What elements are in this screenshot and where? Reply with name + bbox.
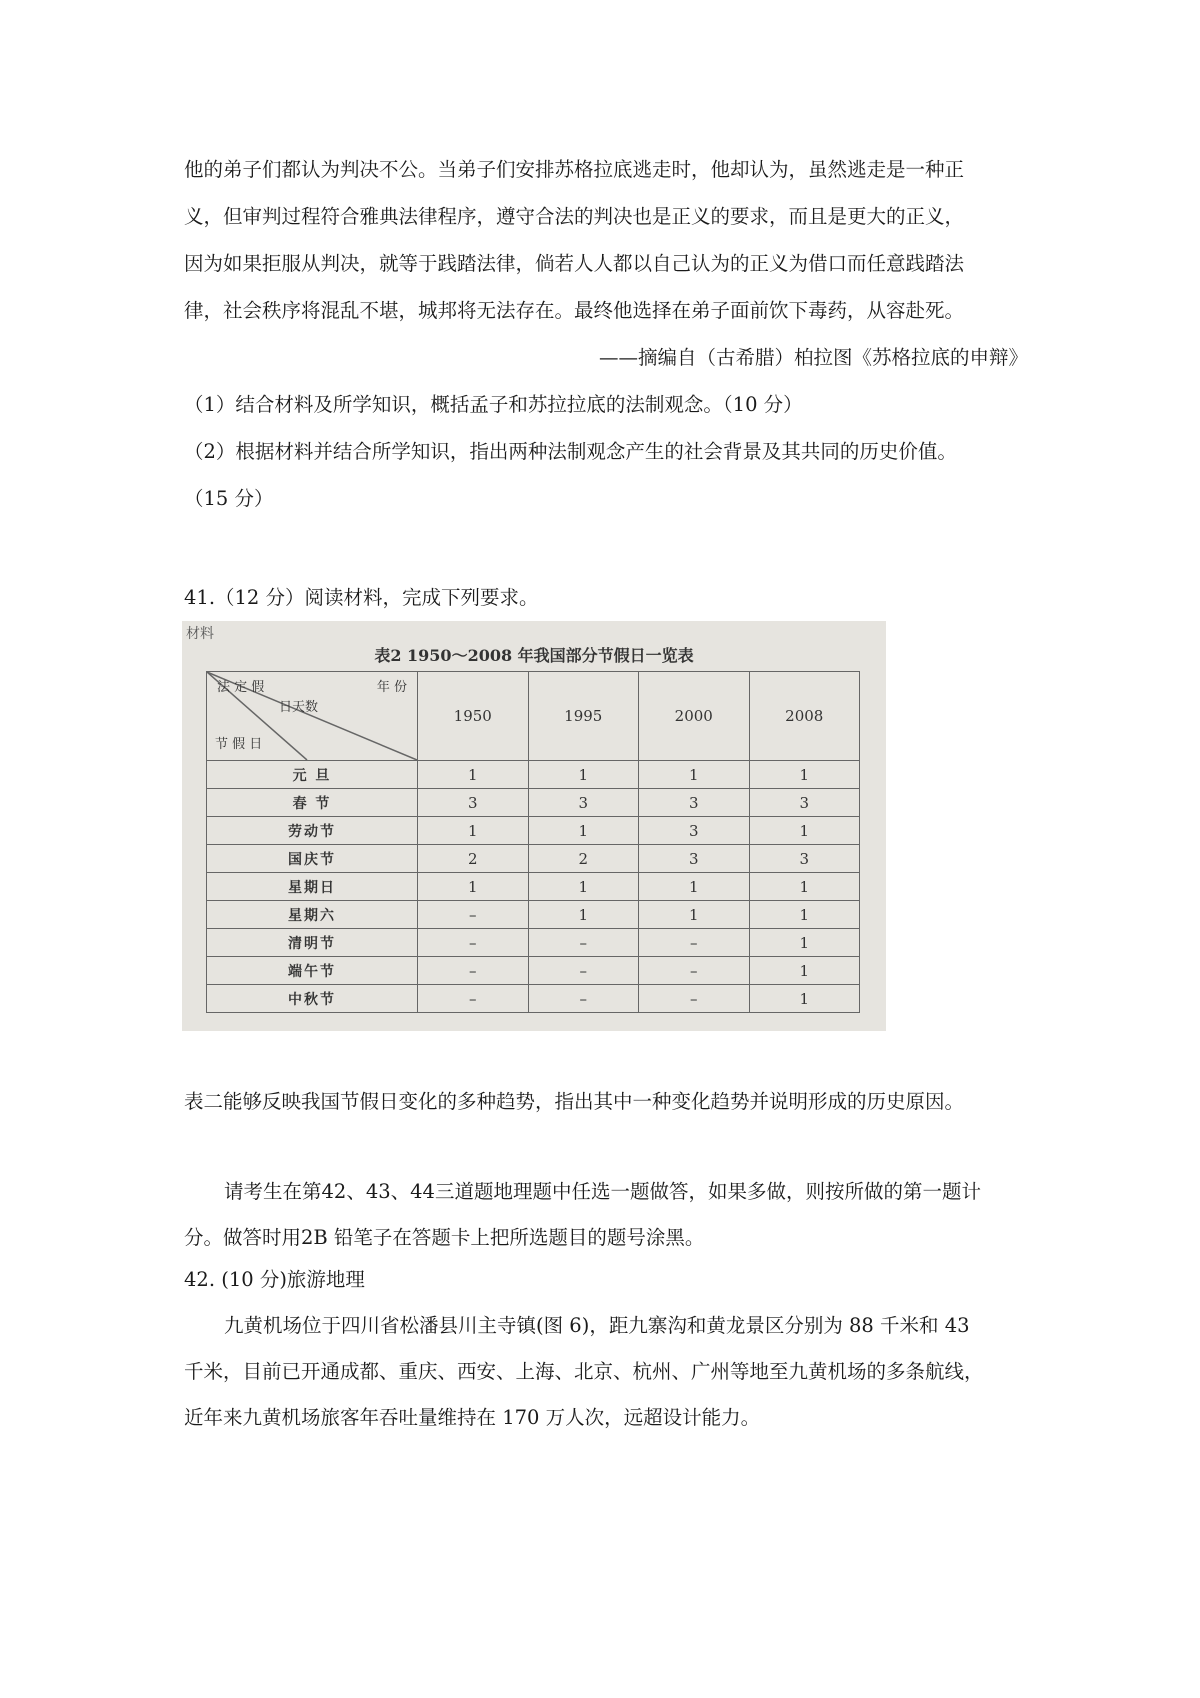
days-value-cell: – [528, 985, 639, 1013]
passage-line: 律，社会秩序将混乱不堪，城邦将无法存在。最终他选择在弟子面前饮下毒药，从容赴死。 [184, 299, 965, 322]
question-2-score: （15 分） [184, 487, 274, 510]
days-value-cell: 1 [749, 817, 860, 845]
question-42-header: 42. (10 分)旅游地理 [184, 1268, 365, 1291]
question-41-text: 表二能够反映我国节假日变化的多种趋势，指出其中一种变化趋势并说明形成的历史原因。 [184, 1090, 965, 1113]
days-value-cell: 1 [749, 985, 860, 1013]
diagonal-header-cell [207, 672, 418, 761]
instruction-line: 分。做答时用2B 铅笔子在答题卡上把所选题目的题号涂黑。 [184, 1226, 705, 1249]
days-value-cell: 1 [528, 873, 639, 901]
holiday-name-cell: 清明节 [207, 929, 418, 957]
holiday-table-scan [182, 621, 886, 1031]
holiday-name-cell: 劳动节 [207, 817, 418, 845]
days-value-cell: – [418, 901, 529, 929]
days-value-cell: 1 [418, 817, 529, 845]
days-value-cell: 3 [749, 789, 860, 817]
holiday-name-cell: 元 旦 [207, 761, 418, 789]
days-value-cell: 3 [749, 845, 860, 873]
material-label: 材料 [186, 626, 214, 642]
days-value-cell: 1 [418, 761, 529, 789]
holiday-name-cell: 春 节 [207, 789, 418, 817]
days-value-cell: 1 [639, 873, 750, 901]
days-value-cell: 1 [528, 817, 639, 845]
days-value-cell: – [639, 929, 750, 957]
year-header: 2000 [639, 672, 750, 761]
days-value-cell: – [418, 929, 529, 957]
passage-line: 义，但审判过程符合雅典法律程序，遵守合法的判决也是正义的要求，而且是更大的正义， [184, 205, 965, 228]
holiday-name-cell: 国庆节 [207, 845, 418, 873]
question-42-line: 近年来九黄机场旅客年吞吐量维持在 170 万人次，远超设计能力。 [184, 1406, 761, 1429]
passage-line: 因为如果拒服从判决，就等于践踏法律，倘若人人都以自己认为的正义为借口而任意践踏法 [184, 252, 965, 275]
days-value-cell: – [528, 957, 639, 985]
year-header: 1995 [528, 672, 639, 761]
table-row [207, 957, 860, 985]
holiday-table [206, 671, 860, 1013]
days-value-cell: – [639, 957, 750, 985]
days-value-cell: – [418, 985, 529, 1013]
passage-line: 他的弟子们都认为判决不公。当弟子们安排苏格拉底逃走时，他却认为，虽然逃走是一种正 [184, 158, 965, 181]
days-value-cell: 3 [639, 817, 750, 845]
table-row [207, 873, 860, 901]
question-1: （1）结合材料及所学知识，概括孟子和苏拉拉底的法制观念。（10 分） [184, 393, 803, 416]
days-value-cell: – [639, 985, 750, 1013]
question-42-line: 九黄机场位于四川省松潘县川主寺镇(图 6)，距九寨沟和黄龙景区分别为 88 千米和 43 [224, 1314, 970, 1337]
days-value-cell: 3 [528, 789, 639, 817]
days-value-cell: 1 [749, 901, 860, 929]
holiday-name-cell: 星期六 [207, 901, 418, 929]
diag-label-bottom: 节 假 日 [215, 737, 263, 752]
days-value-cell: 1 [749, 929, 860, 957]
question-42-line: 千米，目前已开通成都、重庆、西安、上海、北京、杭州、广州等地至九黄机场的多条航线， [184, 1360, 984, 1383]
instruction-line: 请考生在第42、43、44三道题地理题中任选一题做答，如果多做，则按所做的第一题计 [224, 1180, 981, 1203]
holiday-name-cell: 端午节 [207, 957, 418, 985]
table-header-row [207, 672, 860, 761]
table-row [207, 901, 860, 929]
days-value-cell: 1 [749, 761, 860, 789]
diag-label-top-left: 法 定 假 [217, 680, 265, 695]
table-row [207, 761, 860, 789]
year-header: 1950 [418, 672, 529, 761]
days-value-cell: 1 [639, 761, 750, 789]
year-header: 2008 [749, 672, 860, 761]
days-value-cell: 1 [749, 873, 860, 901]
days-value-cell: – [418, 957, 529, 985]
days-value-cell: 1 [528, 901, 639, 929]
days-value-cell: 1 [639, 901, 750, 929]
days-value-cell: 1 [528, 761, 639, 789]
table-title: 表2 1950～2008 年我国部分节假日一览表 [374, 646, 694, 665]
question-2: （2）根据材料并结合所学知识，指出两种法制观念产生的社会背景及其共同的历史价值。 [184, 440, 957, 463]
source-citation: ——摘编自（古希腊）柏拉图《苏格拉底的申辩》 [598, 346, 1028, 369]
table-row [207, 789, 860, 817]
days-value-cell: 3 [418, 789, 529, 817]
days-value-cell: 1 [749, 957, 860, 985]
diag-label-top-right: 年 份 [376, 680, 407, 695]
table-row [207, 985, 860, 1013]
table-row [207, 845, 860, 873]
days-value-cell: 2 [528, 845, 639, 873]
days-value-cell: 2 [418, 845, 529, 873]
holiday-name-cell: 星期日 [207, 873, 418, 901]
days-value-cell: – [528, 929, 639, 957]
diag-label-middle: 日天数 [279, 700, 319, 715]
days-value-cell: 3 [639, 789, 750, 817]
question-41-header: 41.（12 分）阅读材料，完成下列要求。 [184, 586, 539, 609]
days-value-cell: 3 [639, 845, 750, 873]
days-value-cell: 1 [418, 873, 529, 901]
holiday-name-cell: 中秋节 [207, 985, 418, 1013]
table-row [207, 817, 860, 845]
table-row [207, 929, 860, 957]
